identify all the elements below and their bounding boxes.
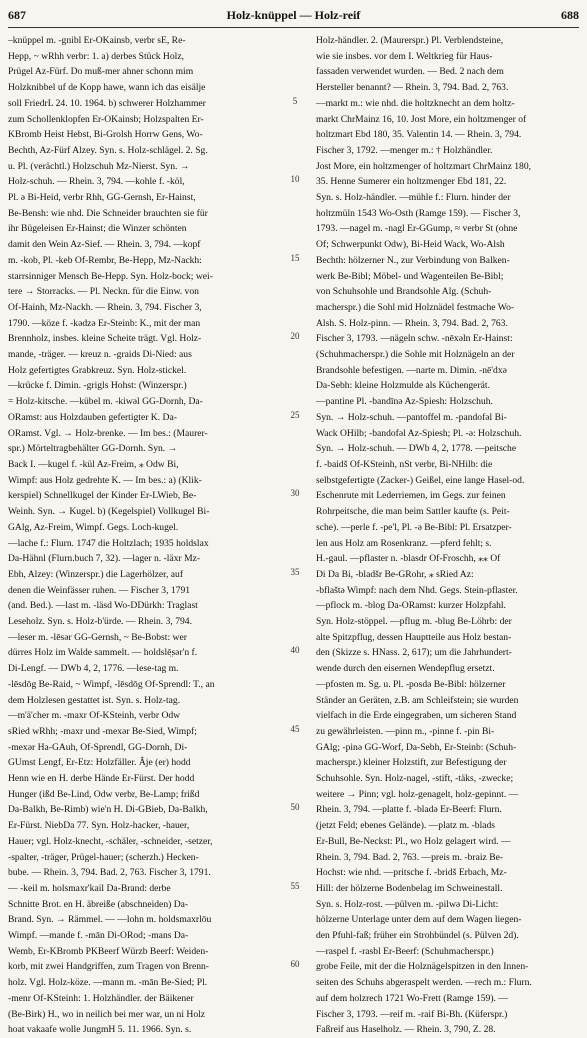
text-line: macherspr.) kleiner Holzstift, zur Befestigung der [316, 757, 507, 769]
text-line: Faßreif aus Haselholz. — Rhein. 3, 790, Z. 28. [316, 1024, 496, 1036]
text-line: 1793. —nagel m. -nagl Er-GGump, ≈ verbr St (ohne [316, 223, 518, 235]
text-line: Fischer 3, 1792. —menger m.: † Holzhändler. [316, 144, 493, 156]
text-line: —krücke f. Dimin. -grigls Hohst: (Winzerspr.) [8, 380, 187, 392]
text-line: Ebh, Alzey: (Winzerspr.) die Lagerhölzer, auf [8, 568, 184, 580]
text-line: Jost More, ein holtzmenger of holtzmart ChrMainz 180, [316, 160, 532, 172]
text-line: 35. Henne Sumerer ein holtzmenger Ebd 181, 22. [316, 176, 507, 188]
text-line: Di Da Bi, -bladšr Be-GRohr, ⁎ sRied Az: [316, 568, 474, 580]
text-line: Be-Bensh: wie nhd. Die Schneider brauchten sie für [8, 207, 208, 219]
text-line: alte Spitzpflug, dessen Hauptteile aus Holz bestan- [316, 631, 512, 643]
text-line: Weinh. Syn. → Kugel. b) (Kegelspiel) Vollkugel Bi- [8, 506, 210, 518]
text-line: Di-Lengf. — DWb 4, 2, 1776. —lese-tag m. [8, 663, 179, 675]
text-line: macherspr.) die Sohl mid Holznädel festmache Wo- [316, 301, 515, 313]
text-line: den Pfuhl-faß; früher ein Strohbündel (s. Pülven 2d). [316, 930, 519, 942]
text-line: Holz-händler. 2. (Maurerspr.) Pl. Verblendsteine, [316, 35, 504, 46]
text-line: Of-Hainh, Mz-Nackh. — Rhein. 3, 794. Fischer 3, [8, 301, 202, 313]
text-line: holtzmüln 1543 Wo-Osth (Ramge 159). — Fischer 3, [316, 207, 521, 219]
text-line: starrsinniger Mensch Be-Hepp. Syn. Holz-bock; wei- [8, 270, 213, 282]
text-line: Hill: der hölzerne Bodenbelag im Schweinestall. [316, 882, 503, 894]
text-line: —markt m.: wie nhd. die holtzknecht an dem holtz- [316, 97, 515, 109]
left-column [8, 33, 276, 1036]
text-line: wende durch den eisernen Wendepflug ersetzt. [316, 663, 495, 675]
text-line: —m'ä'cher m. -maxr Of-KSteinh, verbr Odw [8, 710, 181, 722]
line-number: 5 [292, 95, 298, 106]
text-line: ORamst: aus Holzdauben gefertigter K. Da- [8, 411, 177, 423]
text-line: —pflock m. -blog Da-ORamst: kurzer Holzpfahl. [316, 600, 506, 612]
page-header [8, 8, 579, 26]
line-number: 25 [290, 409, 300, 420]
text-line: —leser m. -lēsər GG-Gernsh, ~ Be-Bobst: wer [8, 631, 187, 643]
text-line: grobe Feile, mit der die Holznägelspitzen in den Innen- [316, 961, 529, 973]
text-line: –knüppel m. -gnibl Er-OKainsb, verbr sE, Re- [8, 35, 186, 46]
text-line: denen die Weinfässer ruhen. — Fischer 3, 1791 [8, 584, 191, 596]
text-line: = Holz-kitsche. —kübel m. -kiwəl GG-Dornh, Da- [8, 396, 203, 408]
text-line: Brennholz, insbes. kleine Scheite trägt. Vgl. Holz- [8, 333, 202, 345]
page-number-left: 687 [8, 8, 26, 22]
text-line: tere → Storracks. — Pl. Neckn. für die Einw. von [8, 286, 199, 298]
text-line: soll FriedrL 24. 10. 1964. b) schwerer Holzhammer [8, 97, 206, 109]
text-line: -spalter, -träger, Prügel-hauer; (scherzh.) Hecken- [8, 851, 199, 863]
text-line: seiten des Schuhs abgeraspelt werden. —rech m.: Flurn. [316, 977, 532, 989]
text-line: -menr Of-KSteinh: 1. Holzhändler. der Bäikener [8, 992, 194, 1004]
text-line: (Schuhmacherspr.) die Sohle mit Holznägeln an der [316, 349, 515, 361]
text-line: GAlg, Az-Freim, Wimpf. Gegs. Loch-kugel. [8, 521, 179, 533]
line-number: 10 [290, 174, 300, 185]
text-line: m. -kob, Pl. -keb Of-Rembr, Be-Hepp, Mz-Nackh: [8, 254, 202, 266]
text-line: Back I. —kugel f. -kül Az-Freim, ⁎ Odw Bi, [8, 458, 179, 470]
text-line: holtzmart Ebd 180, 35. Valentin 14. — Rhein. 3, 794. [316, 129, 522, 141]
text-line: holz. Vgl. Holz-köze. —mann m. -mān Be-Sied; Pl. [8, 977, 208, 989]
text-line: sche). —perle f. -pe'l, Pl. -ə Be-Bibl: Pl. Ersatzper- [316, 521, 512, 533]
text-line: len aus Holz am Rosenkranz. —pferd fehlt; s. [316, 537, 492, 549]
text-line: markt ChrMainz 16, 10. Jost More, ein holtzmenger of [316, 113, 527, 125]
text-line: kerspiel) Schnellkugel der Kinder Er-LWieb, Be- [8, 490, 197, 502]
text-line: KBromb Heist Hebst, Bi-Grolsh Horrw Gens, Wo- [8, 129, 203, 141]
text-line: auf dem holzrech 1721 Wo-Frett (Ramge 159). — [316, 992, 508, 1004]
running-title: Holz-knüppel — Holz-reif [226, 8, 361, 22]
page-number-right: 688 [561, 8, 579, 22]
text-line: Holzknibbel uf de Kopp hawe, wann ich das eisälje [8, 82, 206, 94]
text-line: Hochst: wie nhd. —pritsche f. -bridš Erbach, Mz- [316, 867, 507, 879]
text-line: — -keil m. holsmaxr'kail Da-Brand: derbe [8, 882, 171, 894]
text-line: Leseholz. Syn. s. Holz-b'ürde. — Rhein. 3, 794. [8, 616, 192, 628]
line-number: 55 [290, 880, 300, 891]
text-line: 1790. —köze f. -kədzə Er-Steinb: K., mit der man [8, 317, 201, 329]
text-line: Henn wie en H. derbe Hände Er-Fürst. Der hodd [8, 773, 195, 785]
text-line: Da-Sebh: kleine Holzmulde als Küchengerät. [316, 380, 490, 392]
text-line: Brand. Syn. → Rämmel. — —lohn m. holdsmaxrlōu [8, 914, 212, 926]
text-line: —pfosten m. Sg. u. Pl. -posdə Be-Bibl: hölzerner [316, 678, 506, 690]
text-line: Rhein. 3, 794. Bad. 2, 763. —preis m. -braiz Be- [316, 851, 504, 863]
line-number: 50 [290, 802, 300, 813]
text-line: Wemb, Er-KBromb PKBeerf Würzb Beerf: Weiden- [8, 945, 209, 957]
text-line: Syn. s. Holz-händler. —mühle f.: Flurn. hinder der [316, 192, 511, 204]
text-line: (and. Bed.). —last m. -läsd Wo-DDürkh: Traglast [8, 600, 198, 612]
text-line: ihr Bügeleisen Er-Hainst; die Winzer schönten [8, 223, 187, 235]
text-line: f. -baidš Of-KSteinh, nSt verbr, Bi-NHilb: die [316, 458, 493, 470]
text-line: den (Skizze s. HNass. 2, 617); um die Jahrhundert- [316, 647, 512, 659]
text-line: Holz gefertigtes Grabkreuz. Syn. Holz-stickel. [8, 364, 187, 376]
text-line: Wimpf. —mande f. -mān Di-ORod; -mans Da- [8, 930, 189, 942]
text-line: dem Holzlesen gestattet ist. Syn. s. Holz-tag. [8, 694, 181, 706]
text-line: Wack OHilb; -bandofəl Az-Spiesh; Pl. -ə: Holzschuh. [316, 427, 522, 439]
text-line: (Be-Birk) H., wo in neilich bei mer war, un ni Holz [8, 1008, 206, 1020]
text-line: dürres Holz im Walde sammelt. — holdslē̤sər'n f. [8, 647, 198, 659]
text-line: Pl. ə Bi-Heid, verbr Rhh, GG-Gernsh, Er-Hainst, [8, 192, 196, 204]
text-line: Syn. → Holz-schuh. —pantoffel m. -pandofəl Bi- [316, 411, 507, 423]
text-line: Da-Balkh, Be-Rimb) wie'n H. Di-GBieb, Da-Balkh, [8, 804, 208, 816]
line-number: 15 [290, 252, 300, 263]
right-column [316, 33, 579, 1036]
text-line: sRied wRhh; -maxr und -mexər Be-Sied, Wimpf; [8, 725, 197, 737]
text-line: (jetzt Feld; ebenes Gelände). —platz m. -blads [316, 820, 496, 832]
header-rule [8, 27, 579, 28]
text-line: Hauer; vgl. Holz-knecht, -schäler, -schneider, -setzer, [8, 835, 213, 847]
text-line: Hepp, ~ wRhh verbr: 1. a) derbes Stück Holz, [8, 50, 184, 62]
text-line: —pantine Pl. -bandīnə Az-Spiesh: Holzschuh. [316, 396, 493, 408]
text-line: werk Be-Bibl; Möbel- und Wagenteilen Be-Bibl; [316, 270, 504, 282]
text-line: -mexər Ha-GAuh, Of-Sprendl, GG-Dornh, Di- [8, 741, 188, 753]
text-line: Alsh. S. Holz-pinn. — Rhein. 3, 794. Bad. 2, 763. [316, 317, 508, 329]
text-line: -bflaštə Wimpf: nach dem Nhd. Gegs. Stein-pflaster. [316, 584, 518, 596]
text-line: GUmst Lengf, Er-Etz: Holzfäller. Âje (er) hodd [8, 757, 191, 769]
text-line: Bechth: hölzerner N., zur Verbindung von Balken- [316, 254, 510, 266]
text-line: Er-Fürst. NiebDa 77. Syn. Holz-hacker, -hauer, [8, 820, 190, 832]
text-line: fassaden verwendet wurden. — Bed. 2 nach dem [316, 66, 504, 78]
text-line: bube. — Rhein. 3, 794. Bad. 2, 763. Fischer 3, 1791. [8, 867, 211, 879]
text-line: Schnitte Brot. en H. äbreiße (abschneiden) Da- [8, 898, 189, 910]
text-line: zu gewährleisten. —pinn m., -pinne f. -pin Bi- [316, 725, 495, 737]
line-number: 20 [290, 331, 300, 342]
text-line: damit den Wein Az-Sief. — Rhein. 3, 794. —kopf [8, 239, 201, 251]
line-number: 40 [290, 645, 300, 656]
text-line: korb, mit zwei Handgriffen, zum Tragen von Brenn- [8, 961, 209, 973]
text-line: Eschenrute mit Lederriemen, im Gegs. zur feinen [316, 490, 506, 502]
text-line: Brandsohle befestigen. —narte m. Dimin. -nē'dxə [316, 364, 507, 376]
text-line: wie sie insbes. vor dem I. Weltkrieg für Haus- [316, 50, 493, 62]
text-line: spr.) Mörteltragbehälter GG-Dornh. Syn. → [8, 443, 178, 455]
text-line: Ständer an Geräten, z.B. am Schleifstein; sie wurden [316, 694, 519, 706]
text-line: Rohrpeitsche, die man beim Sattler kaufte (s. Peit- [316, 506, 510, 518]
text-line: von Schuhsohle und Brandsohle Alg. (Schuh- [316, 286, 492, 298]
text-line: Da-Hähnl (Flurn.buch 7, 32). —lager n. -läxr Mz- [8, 553, 201, 565]
text-line: Syn. → Holz-schuh. — DWb 4, 2, 1778. —peitsche [316, 443, 517, 455]
text-line: mande, -träger. — kreuz n. -graids Di-Nied: aus [8, 349, 192, 361]
text-line: hölzerne Unterlage unter dem auf dem Wagen liegen- [316, 914, 522, 926]
text-line: —raspel f. -rasbl Er-Beerf: (Schuhmacherspr.) [316, 945, 494, 957]
text-line: Fischer 3, 1793. —reif m. -raif Bi-Bh. (Küferspr.) [316, 1008, 508, 1020]
text-line: -lēsdōg Be-Raid, ~ Wimpf, -lēsdōg Of-Sprendl: T., an [8, 678, 215, 690]
text-line: Hersteller benannt? — Rhein. 3, 794. Bad. 2, 763. [316, 82, 509, 94]
text-line: Schuhsohle. Syn. Holz-nagel, -stift, -täks, -zwecke; [316, 773, 514, 785]
text-line: ORamst. Vgl. → Holz-brenke. — Im bes.: (Maurer- [8, 427, 208, 439]
line-number: 60 [290, 959, 300, 970]
text-line: Er-Bull, Be-Neckst: Pl., wo Holz gelagert wird. — [316, 835, 511, 847]
text-line: Hunger (ißd Be-Lind, Odw verbr, Be-Lamp; frißd [8, 788, 200, 800]
text-line: Syn. s. Holz-rost. —pülven m. -pilwə Di-Licht: [316, 898, 499, 910]
text-line: Prügel Az-Fürf. Do muß-mer ahner schonn mim [8, 66, 194, 78]
text-line: —lache f.: Flurn. 1747 die Holtzlach; 1935 holdslax [8, 537, 209, 549]
text-line: vielfach in die Erde eingegraben, um sicheren Stand [316, 710, 517, 722]
line-number: 45 [290, 723, 300, 734]
text-line: Of; Schwerpunkt Odw), Bi-Heid Wack, Wo-Alsh [316, 239, 505, 251]
text-line: hoat vakaafe wolle JungmH 5. 11. 1966. Syn. s. [8, 1024, 192, 1036]
line-number: 35 [290, 566, 300, 577]
line-number: 30 [290, 488, 300, 499]
text-line: zum Schollenklopfen Er-OKainsb; Holzspalten Er- [8, 113, 204, 125]
text-line: weitere → Pinn; vgl. holz-genagelt, holz-gepinnt. — [316, 788, 519, 800]
text-line: Bechth, Az-Fürf Alzey. Syn. s. Holz-schlägel. 2. Sg. [8, 144, 208, 156]
text-line: H.-gaul. —pflaster n. -blasdr Of-Froschh, ⁎⁎ Of [316, 553, 501, 565]
text-line: Wimpf: aus Holz gedrehte K. — Im bes.: a) (Klik- [8, 474, 202, 486]
text-line: Rhein. 3, 794. —platte f. -bladə Er-Beerf: Flurn. [316, 804, 502, 816]
text-line: Syn. Holz-stöppel. —pflug m. -blug Be-Löhrb: der [316, 616, 512, 628]
line-number-gutter [278, 33, 312, 970]
text-line: Holz-schuh. — Rhein. 3, 794. —kohle f. -köl, [8, 176, 185, 188]
text-line: selbstgefertigte (Zacker-) Geißel, eine lange Hasel-od. [316, 474, 525, 486]
text-line: Fischer 3, 1793. —nägeln schw. -nēxəln Er-Hainst: [316, 333, 513, 345]
text-line: GAlg; -pinə GG-Worf, Da-Sebh, Er-Steinb: (Schuh- [316, 741, 517, 753]
text-line: u. Pl. (verächtl.) Holzschuh Mz-Nierst. Syn. → [8, 160, 190, 172]
